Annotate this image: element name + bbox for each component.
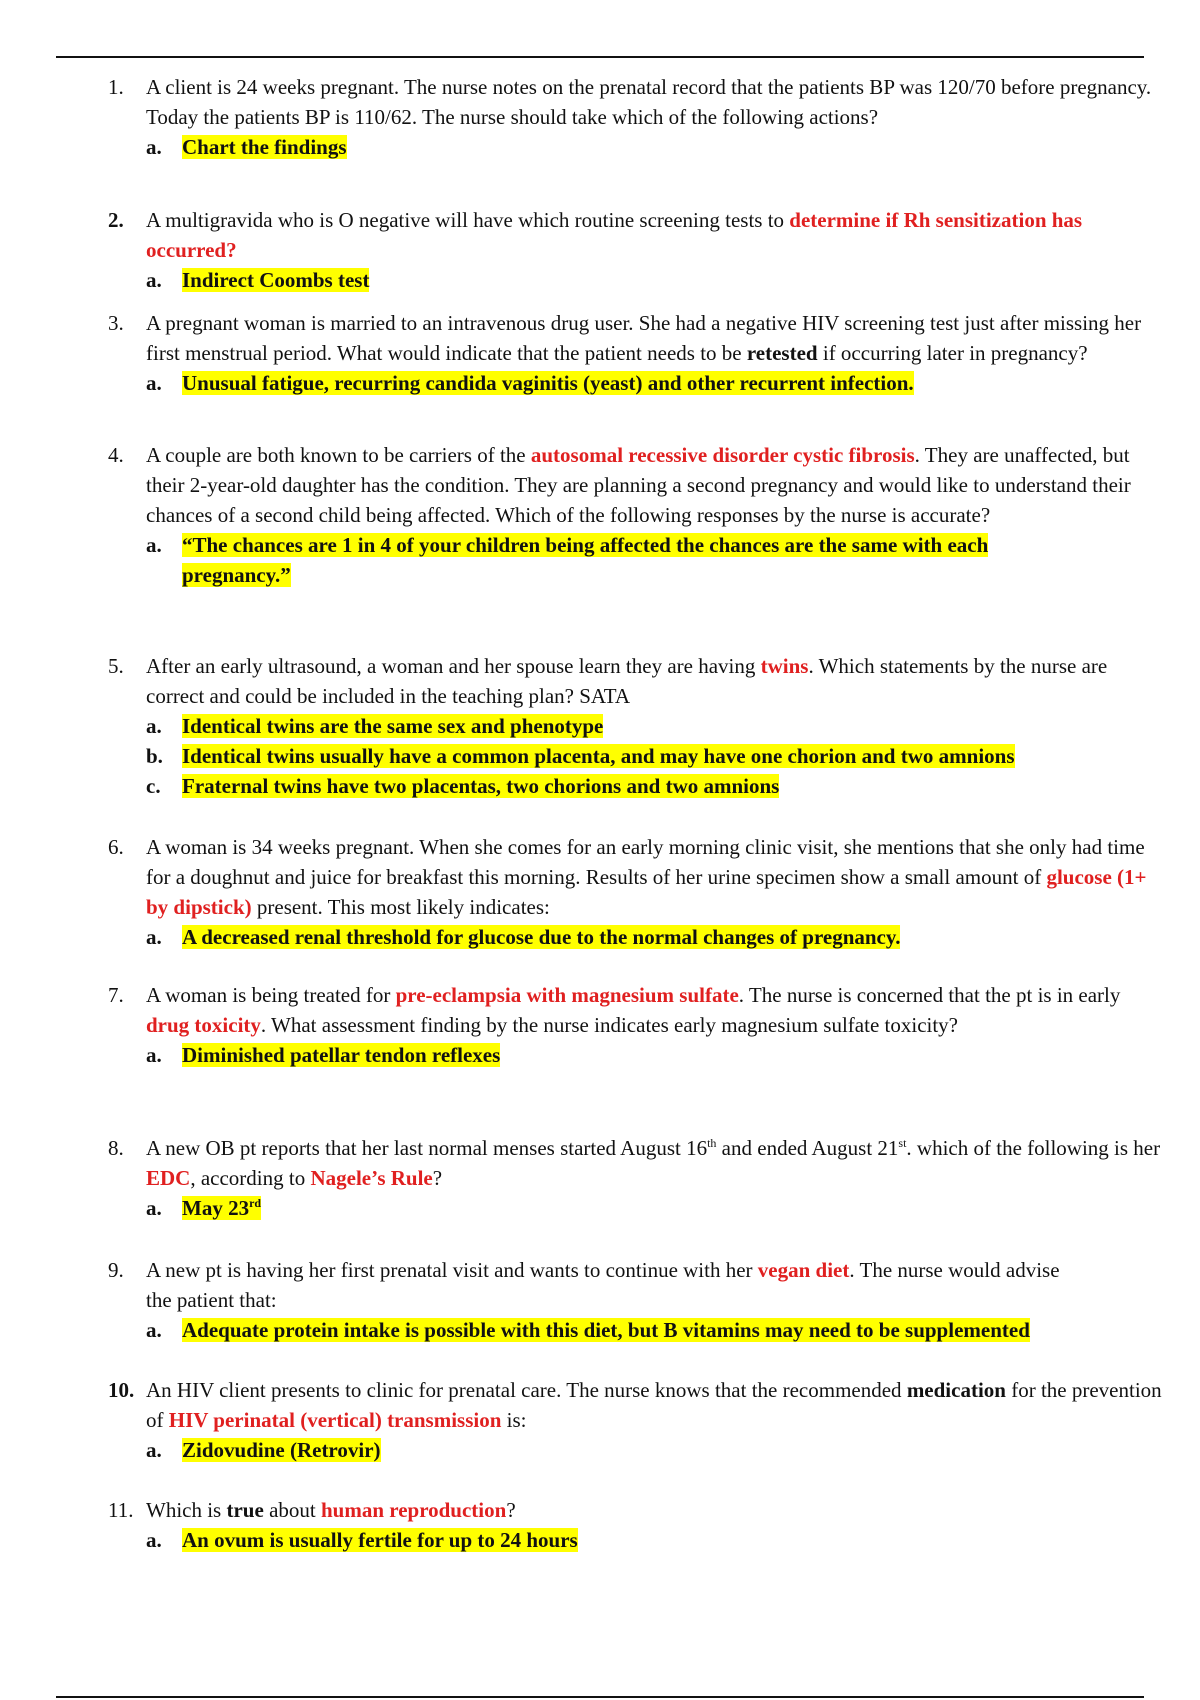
bottom-rule (56, 1696, 1144, 1698)
question-6 (108, 832, 1168, 952)
question-number: 4. (108, 443, 124, 467)
answer-text: May 23rd (182, 1196, 262, 1220)
question-text: A woman is being treated for pre-eclampsia with magnesium sulfate. The nurse is concerned that the pt is in early drug toxicity. What assessment finding by the nurse indicates early magnesium sulfate toxicity? (146, 983, 1121, 1037)
answer-letter: a. (146, 371, 162, 395)
question-7 (108, 980, 1168, 1070)
answer-text: Unusual fatigue, recurring candida vaginitis (yeast) and other recurrent infection. (182, 371, 914, 395)
question-1 (108, 72, 1168, 162)
answer-text: Fraternal twins have two placentas, two chorions and two amnions (182, 774, 780, 798)
emphasis-red: twins (760, 654, 809, 678)
answer-text: Zidovudine (Retrovir) (182, 1438, 381, 1462)
question-number: 11. (108, 1498, 134, 1522)
answer-a (146, 1435, 1168, 1465)
question-text: A woman is 34 weeks pregnant. When she comes for an early morning clinic visit, she mentions that she only had time for a doughnut and juice for breakfast this morning. Results of her urine specimen show a small amount of glucose (1+ by dipstick) present. This most likely indicates: (146, 835, 1147, 919)
question-text: A new OB pt reports that her last normal menses started August 16th and ended August 21st. which of the following is her EDC, according to Nagele’s Rule? (146, 1136, 1161, 1190)
answer-a (146, 922, 1168, 952)
question-number: 5. (108, 654, 124, 678)
answer-letter: b. (146, 744, 163, 768)
question-text: A pregnant woman is married to an intravenous drug user. She had a negative HIV screening test just after missing her first menstrual period. What would indicate that the patient needs to be retested if occurring later in pregnancy? (146, 311, 1142, 365)
answer-letter: a. (146, 1043, 162, 1067)
answer-text: Diminished patellar tendon reflexes (182, 1043, 501, 1067)
emphasis-bold: true (226, 1498, 264, 1522)
question-text: A couple are both known to be carriers of the autosomal recessive disorder cystic fibrosis. They are unaffected, but their 2-year-old daughter has the condition. They are planning a second pregnancy and would like to understand their chances of a second child being affected. Which of the following responses by the nurse is accurate? (146, 443, 1131, 527)
answer-a (146, 1525, 1168, 1555)
answer-letter: a. (146, 1318, 162, 1342)
answer-text: Identical twins usually have a common placenta, and may have one chorion and two amnions (182, 744, 1015, 768)
answer-letter: a. (146, 925, 162, 949)
answer-a (146, 1040, 1168, 1070)
top-rule (56, 56, 1144, 58)
question-number: 10. (108, 1378, 135, 1402)
question-number: 7. (108, 983, 124, 1007)
answer-text: Identical twins are the same sex and phenotype (182, 714, 604, 738)
emphasis-bold: retested (746, 341, 818, 365)
answer-text: Chart the findings (182, 135, 347, 159)
question-4 (108, 440, 1168, 590)
emphasis-red: drug toxicity (146, 1013, 261, 1037)
emphasis-red: determine if Rh sensitization has occurred? (146, 208, 1083, 262)
answer-b (146, 741, 1168, 771)
emphasis-red: Nagele’s Rule (310, 1166, 433, 1190)
question-text: A client is 24 weeks pregnant. The nurse notes on the prenatal record that the patients BP was 120/70 before pregnancy. Today the patients BP is 110/62. The nurse should take which of the following actions? (146, 75, 1152, 129)
question-number: 8. (108, 1136, 124, 1160)
answer-letter: a. (146, 1528, 162, 1552)
emphasis-red: human reproduction (320, 1498, 507, 1522)
question-number: 6. (108, 835, 124, 859)
answer-letter: a. (146, 268, 162, 292)
question-2 (108, 205, 1168, 295)
question-3 (108, 308, 1168, 398)
emphasis-red: vegan diet (757, 1258, 850, 1282)
question-text: A multigravida who is O negative will have which routine screening tests to determine if Rh sensitization has occurred? (146, 208, 1083, 262)
answer-letter: a. (146, 135, 162, 159)
question-text: After an early ultrasound, a woman and her spouse learn they are having twins. Which statements by the nurse are correct and could be included in the teaching plan? SATA (146, 654, 1108, 708)
answer-a (146, 368, 1168, 398)
question-text: Which is true about human reproduction? (146, 1498, 516, 1522)
answer-a (146, 265, 1168, 295)
answer-text: A decreased renal threshold for glucose due to the normal changes of pregnancy. (182, 925, 901, 949)
question-11 (108, 1495, 1168, 1555)
emphasis-red: EDC (146, 1166, 191, 1190)
question-text: An HIV client presents to clinic for prenatal care. The nurse knows that the recommended medication for the prevention of HIV perinatal (vertical) transmission is: (146, 1378, 1162, 1432)
question-10 (108, 1375, 1168, 1465)
answer-a (146, 530, 1168, 590)
answer-letter: a. (146, 714, 162, 738)
answer-a (146, 711, 1168, 741)
question-number: 2. (108, 208, 124, 232)
answer-a (146, 132, 1168, 162)
answer-letter: a. (146, 1438, 162, 1462)
question-8 (108, 1133, 1168, 1223)
emphasis-red: HIV perinatal (vertical) transmission (168, 1408, 502, 1432)
answer-text: Indirect Coombs test (182, 268, 370, 292)
emphasis-bold: medication (906, 1378, 1006, 1402)
question-5 (108, 651, 1168, 801)
emphasis-red: pre-eclampsia with magnesium sulfate (395, 983, 739, 1007)
emphasis-red: autosomal recessive disorder cystic fibrosis (530, 443, 915, 467)
question-number: 1. (108, 75, 124, 99)
answer-text: “The chances are 1 in 4 of your children being affected the chances are the same with each pregnancy.” (182, 533, 989, 587)
question-number: 9. (108, 1258, 124, 1282)
answer-letter: a. (146, 1196, 162, 1220)
answer-a (146, 1315, 1168, 1345)
question-number: 3. (108, 311, 124, 335)
answer-text: An ovum is usually fertile for up to 24 hours (182, 1528, 578, 1552)
answer-a (146, 1193, 1168, 1223)
answer-text: Adequate protein intake is possible with this diet, but B vitamins may need to be supplemented (182, 1318, 1030, 1342)
question-9 (108, 1255, 1168, 1345)
answer-letter: c. (146, 774, 161, 798)
answer-letter: a. (146, 533, 162, 557)
emphasis-red: glucose (1+ by dipstick) (146, 865, 1147, 919)
answer-c (146, 771, 1168, 801)
question-text: A new pt is having her first prenatal visit and wants to continue with her vegan diet. The nurse would advise the patient that: (146, 1258, 1060, 1312)
